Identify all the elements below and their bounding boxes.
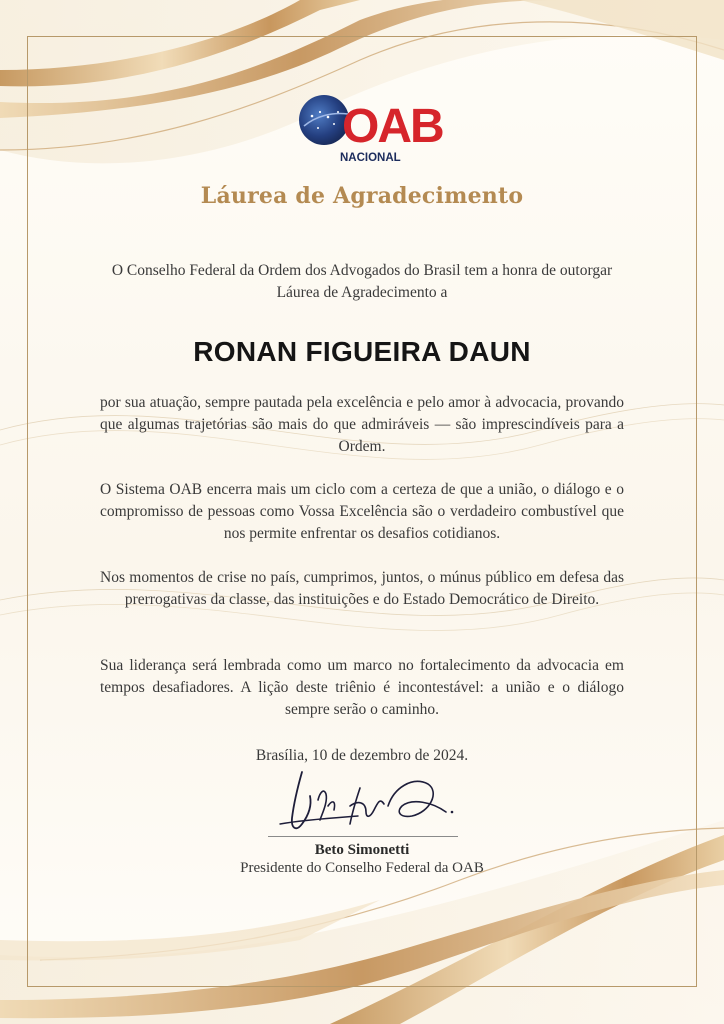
- place-date: Brasília, 10 de dezembro de 2024.: [255, 747, 469, 764]
- svg-text:OAB: OAB: [342, 100, 443, 153]
- oab-logo: [296, 90, 443, 166]
- handwritten-signature: [262, 766, 462, 838]
- recipient-name: RONAN FIGUEIRA DAUN: [193, 336, 531, 367]
- body-paragraph: Nos momentos de crise no país, cumprimos, juntos, o múnus público em defesa das prerrogativas da classe, das instituições e do Estado Democrático de Direito.: [100, 569, 624, 608]
- signer-name: Beto Simonetti: [314, 842, 410, 858]
- body-paragraph: Sua liderança será lembrada como um marco no fortalecimento da advocacia em tempos desafiadores. A lição deste triênio é incontestável: a união e o diálogo sempre serão o caminho.: [100, 657, 624, 718]
- certificate-title: Láurea de Agradecimento: [200, 183, 524, 209]
- signature-line: [268, 836, 458, 837]
- body-paragraph: O Sistema OAB encerra mais um ciclo com a certeza de que a união, o diálogo e o compromisso de pessoas como Vossa Excelência são o verdadeiro combustível que nos permite enfrentar os desafios cotidianos.: [100, 481, 624, 542]
- signer-role: Presidente do Conselho Federal da OAB: [240, 860, 484, 876]
- intro-text: O Conselho Federal da Ordem dos Advogados do Brasil tem a honra de outorgar Láurea de Agradecimento a: [111, 262, 613, 301]
- body-paragraph: por sua atuação, sempre pautada pela excelência e pelo amor à advocacia, provando que algumas trajetórias são mais do que admiráveis — são imprescindíveis para a Ordem.: [100, 394, 624, 455]
- svg-text:NACIONAL: NACIONAL: [340, 152, 401, 164]
